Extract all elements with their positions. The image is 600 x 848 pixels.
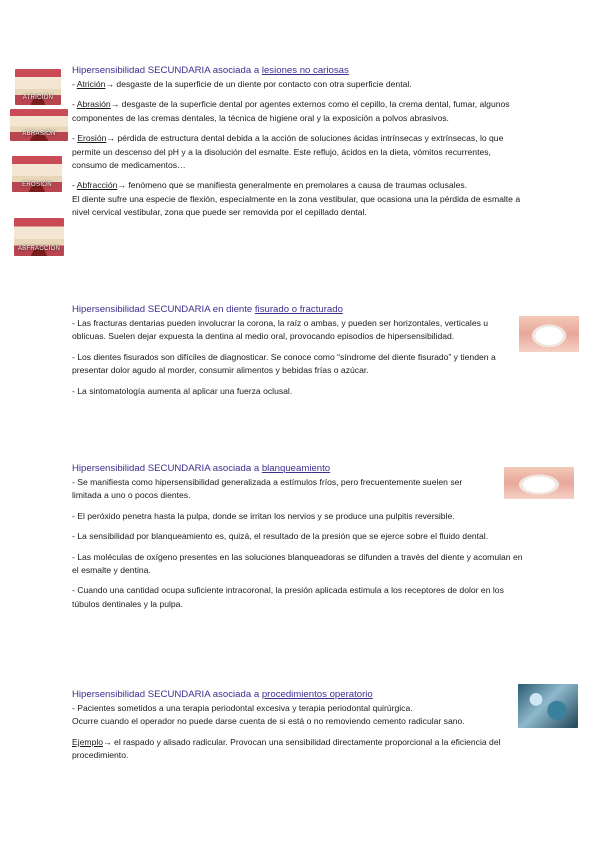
section-procedimientos bbox=[72, 688, 512, 763]
abrasion-paragraph: - Abrasión→ desgaste de la superficie dental por agentes externos como el cepillo, la crema dental, fumar, algunos componentes de las cremas dentales, la técnica de higiene oral y la exposición a polvos abrasivos. bbox=[72, 99, 510, 123]
erosion-paragraph: - Erosión→ pérdida de estructura dental debida a la acción de soluciones ácidas intrínsecas y extrínsecas, lo que permite un descenso del pH y a la disolución del esmalte. Este reflujo, ácidos en la dieta, vómitos recurrentes, consumo de medicamentos… bbox=[72, 133, 504, 171]
section-title: Hipersensibilidad SECUNDARIA asociada a blanqueamiento bbox=[72, 463, 331, 474]
atricion-image bbox=[15, 69, 61, 105]
paragraph: - Las moléculas de oxígeno presentes en las soluciones blanqueadoras se difunden a través del diente y acomulan en el esmalte y dentina. bbox=[72, 551, 523, 576]
fractured-tooth-image bbox=[519, 316, 579, 352]
paragraph: - La sensibilidad por blanqueamiento es, quizá, el resultado de la presión que se ejerce sobre el fluido dental. bbox=[72, 531, 489, 542]
section-blanqueamiento bbox=[72, 462, 528, 611]
term-ejemplo: Ejemplo bbox=[72, 736, 104, 747]
abfraccion-paragraph: - Abfracción→ fenómeno que se manifiesta generalmente en premolares a causa de traumas oclusales. El diente sufre una especie de flexión, especialmente en la zona vestibular, que ocasiona una la pérdida de esmalte a nivel cervical vestibular, zona que puede ser removida por el cepillado dental. bbox=[72, 180, 521, 218]
abfraccion-image-label: ABFRACCIÓN bbox=[17, 246, 61, 252]
section-title: Hipersensibilidad SECUNDARIA asociada a procedimientos operatorio bbox=[72, 689, 373, 700]
term-abrasion: Abrasión bbox=[76, 99, 111, 110]
section-title-link[interactable]: lesiones no cariosas bbox=[261, 65, 349, 76]
paragraph: - Se manifiesta como hipersensibilidad generalizada a estímulos fríos, pero frecuentemente suelen ser limitada a uno o pocos dientes. bbox=[72, 477, 463, 501]
atricion-paragraph: - Atrición→ desgaste de la superficie de un diente por contacto con otra superficie dental. bbox=[72, 79, 412, 89]
erosion-image-label: EROSIÓN bbox=[22, 182, 52, 188]
erosion-image bbox=[12, 156, 62, 192]
abfraccion-image bbox=[14, 218, 64, 256]
term-abfraccion: Abfracción bbox=[76, 180, 118, 191]
abrasion-image bbox=[10, 109, 68, 141]
example-paragraph: Ejemplo→ el raspado y alisado radicular. Provocan una sensibilidad directamente proporcional a la eficiencia del procedimiento. bbox=[72, 736, 501, 761]
paragraph: - La sintomatología aumenta al aplicar una fuerza oclusal. bbox=[72, 385, 293, 396]
section-title-link[interactable]: fisurado o fracturado bbox=[254, 304, 343, 315]
abrasion-image-label: ABRASIÓN bbox=[22, 131, 56, 137]
paragraph: - Las fracturas dentarias pueden involucrar la corona, la raíz o ambas, y pueden ser horizontales, verticales u oblicuas. Suelen dejar expuesta la dentina al medio oral, provocando episodios de hipersensibilidad. bbox=[72, 318, 489, 342]
section-lesiones-no-cariosas bbox=[72, 64, 528, 220]
section-title-link[interactable]: procedimientos operatorio bbox=[261, 689, 373, 700]
section-title: Hipersensibilidad SECUNDARIA en diente fisurado o fracturado bbox=[72, 304, 343, 315]
section-diente-fisurado bbox=[72, 303, 514, 398]
term-atricion: Atrición bbox=[76, 79, 106, 89]
atricion-image-label: ATRICIÓN bbox=[22, 95, 54, 101]
paragraph: - El peróxido penetra hasta la pulpa, donde se irritan los nervios y se produce una pulpitis reversible. bbox=[72, 510, 455, 521]
paragraph: - Pacientes sometidos a una terapia periodontal excesiva y terapia periodontal quirúrgica. Ocurre cuando el operador no puede darse cuenta de si está o no removiendo cemento radicular sano. bbox=[72, 703, 465, 727]
section-title: Hipersensibilidad SECUNDARIA asociada a lesiones no cariosas bbox=[72, 65, 349, 76]
surgery-image bbox=[518, 684, 578, 728]
paragraph: - Los dientes fisurados son difíciles de diagnosticar. Se conoce como “síndrome del diente fisurado” y tienden a presentar dolor agudo al morder, consumir alimentos y bebidas frías o azúcar. bbox=[72, 351, 496, 376]
section-title-link[interactable]: blanqueamiento bbox=[261, 463, 331, 474]
term-erosion: Erosión bbox=[77, 133, 107, 144]
paragraph: - Cuando una cantidad ocupa suficiente intracoronal, la presión aplicada estimula a los receptores de dolor en los túbulos dentinales y la pulpa. bbox=[72, 585, 504, 609]
